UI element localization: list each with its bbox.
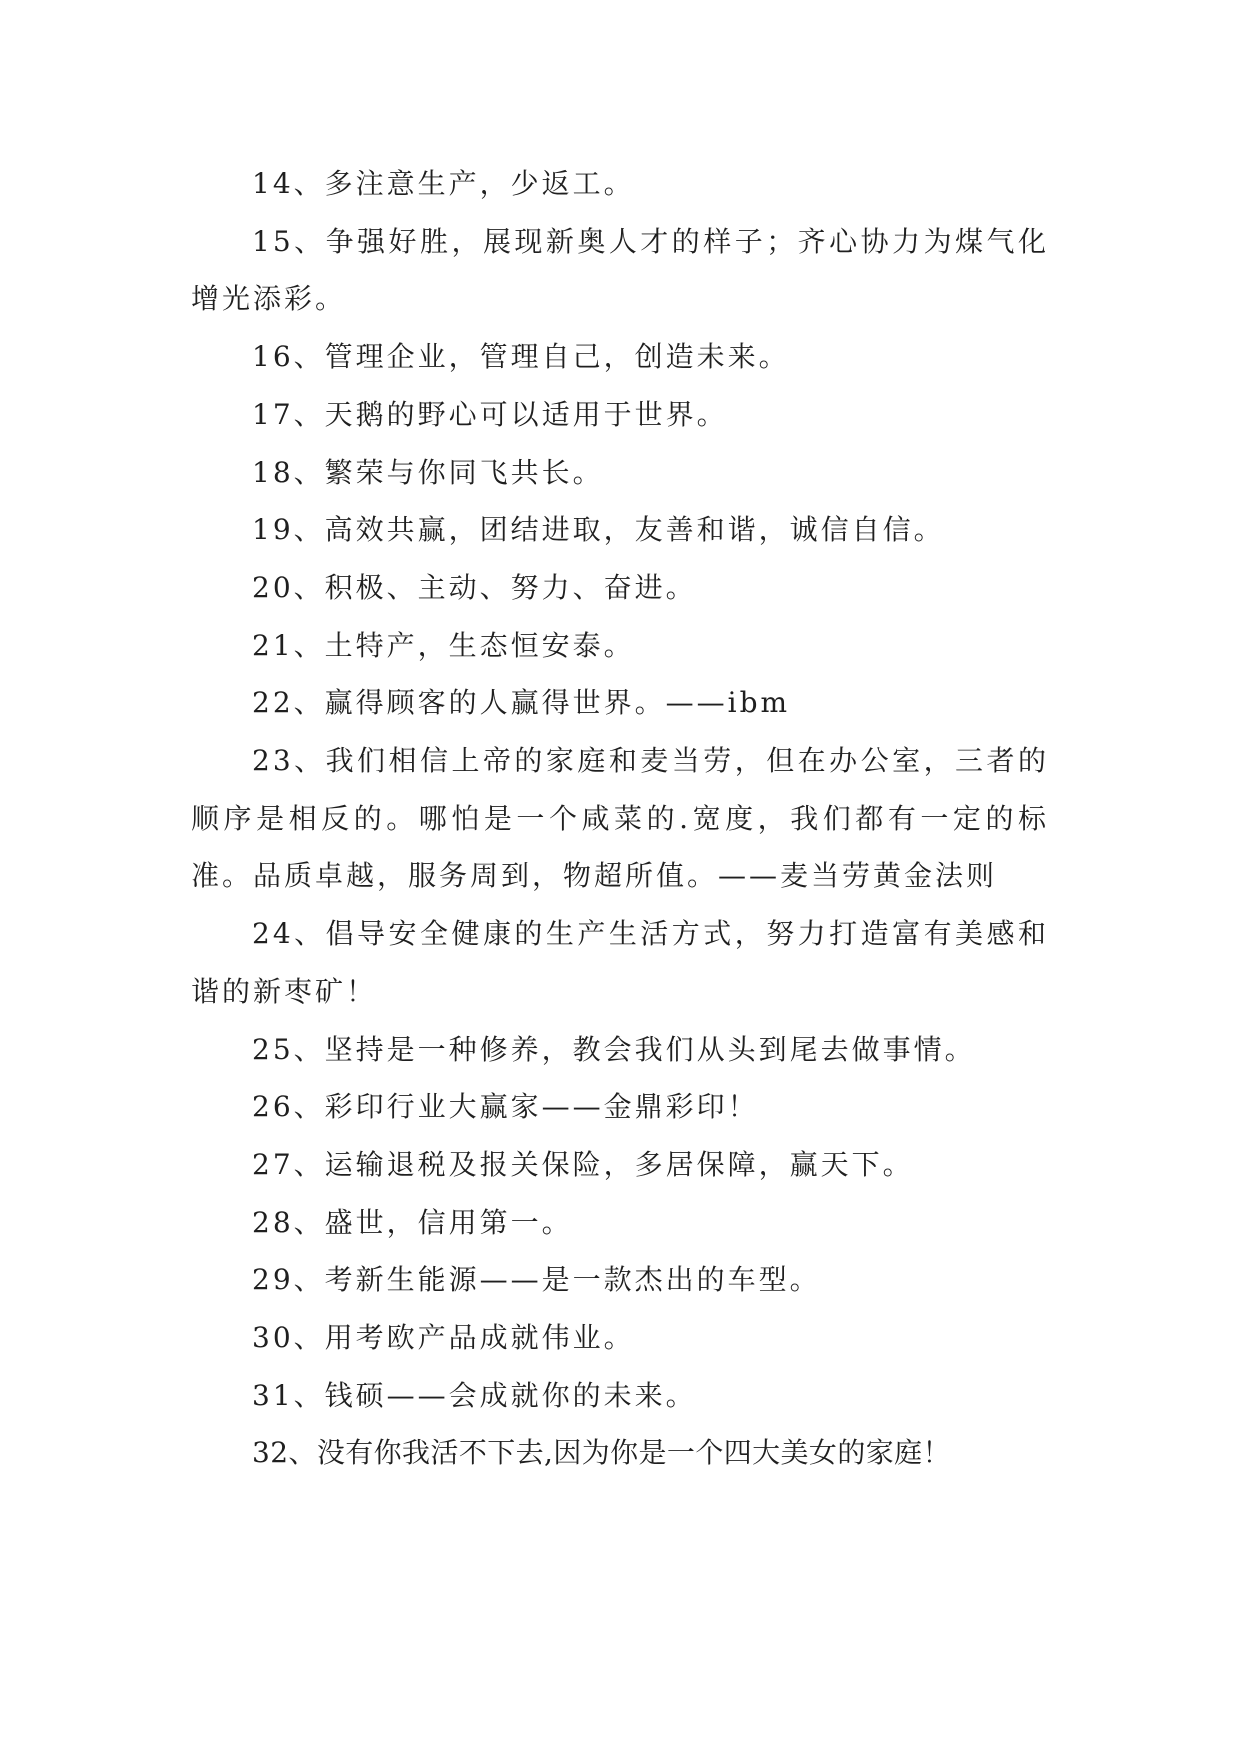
paragraph-22: 22、赢得顾客的人赢得世界。——ibm: [252, 686, 791, 720]
paragraph-28: 28、盛世，信用第一。: [252, 1205, 573, 1239]
paragraph-30: 30、用考欧产品成就伟业。: [252, 1321, 635, 1355]
paragraph-24: 24、倡导安全健康的生产生活方式，努力打造富有美感和谐的新枣矿！: [191, 917, 1049, 1008]
paragraph-27: 27、运输退税及报关保险，多居保障，赢天下。: [252, 1147, 914, 1181]
paragraph-31: 31、钱硕——会成就你的未来。: [252, 1378, 697, 1412]
paragraph-26: 26、彩印行业大赢家——金鼎彩印！: [252, 1090, 759, 1124]
paragraph-20: 20、积极、主动、努力、奋进。: [252, 570, 697, 604]
paragraph-21: 21、土特产，生态恒安泰。: [252, 628, 635, 662]
paragraph-32: 32、没有你我活不下去,因为你是一个四大美女的家庭！: [252, 1436, 951, 1470]
paragraph-17: 17、天鹅的野心可以适用于世界。: [252, 397, 728, 431]
paragraph-23: 23、我们相信上帝的家庭和麦当劳，但在办公室，三者的顺序是相反的。哪怕是一个咸菜的.宽度，我们都有一定的标准。品质卓越，服务周到，物超所值。——麦当劳黄金法则: [191, 744, 1049, 893]
paragraph-15: 15、争强好胜，展现新奥人才的样子；齐心协力为煤气化增光添彩。: [191, 224, 1049, 316]
document-body: [191, 155, 1049, 1482]
paragraph-19: 19、高效共赢，团结进取，友善和谐，诚信自信。: [252, 513, 945, 547]
paragraph-18: 18、繁荣与你同飞共长。: [252, 455, 604, 489]
paragraph-29: 29、考新生能源——是一款杰出的车型。: [252, 1263, 821, 1297]
paragraph-16: 16、管理企业，管理自己，创造未来。: [252, 340, 790, 374]
paragraph-14: 14、多注意生产，少返工。: [252, 167, 635, 200]
paragraph-25: 25、坚持是一种修养，教会我们从头到尾去做事情。: [252, 1032, 976, 1066]
